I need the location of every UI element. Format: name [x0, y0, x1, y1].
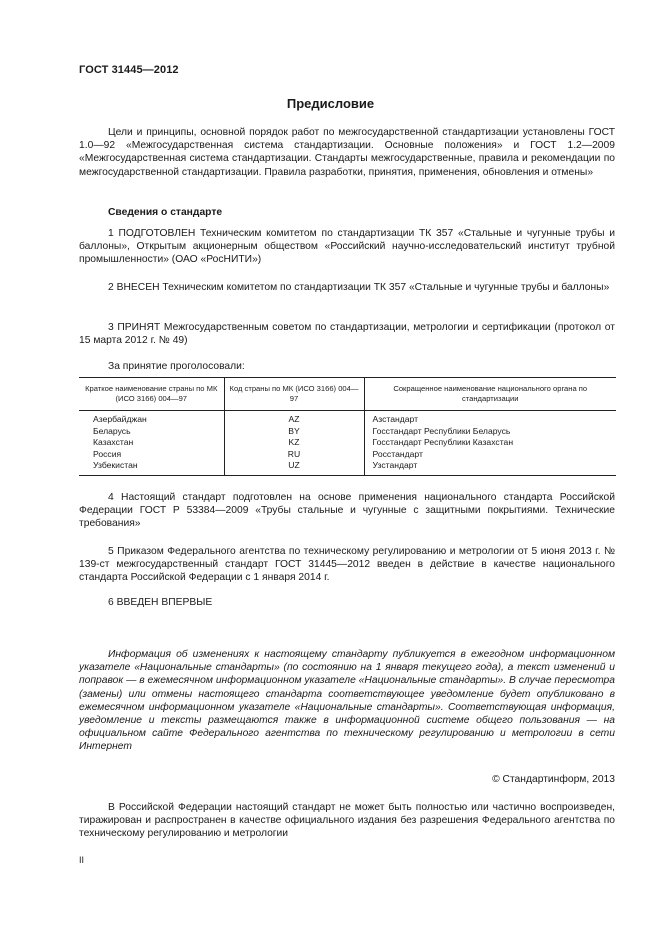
code-cell: RU	[224, 449, 364, 461]
item-3-paragraph: 3 ПРИНЯТ Межгосударственным советом по стандартизации, метрологии и сертификации (протокол от 15 марта 2012 г. № 49)	[79, 322, 615, 347]
country-cell: Узбекистан	[79, 460, 224, 475]
item-5-paragraph: 5 Приказом Федерального агентства по техническому регулированию и метрологии от 5 июня 2013 г. № 139-ст межгосударственный стандарт ГОСТ 31445—2012 введен в действие в качестве национального стандарта Российской Федерации с 1 января 2014 г.	[79, 546, 615, 584]
document-id: ГОСТ 31445—2012	[79, 64, 179, 76]
column-header-country: Краткое наименование страны по МК (ИСО 3166) 004—97	[79, 378, 224, 411]
body-cell: Госстандарт Республики Казахстан	[364, 437, 616, 449]
body-cell: Госстандарт Республики Беларусь	[364, 426, 616, 438]
table-row	[79, 449, 616, 461]
body-cell: Росстандарт	[364, 449, 616, 461]
item-6-paragraph: 6 ВВЕДЕН ВПЕРВЫЕ	[108, 597, 213, 608]
body-cell: Узстандарт	[364, 460, 616, 475]
table-row	[79, 460, 616, 475]
intro-paragraph: Цели и принципы, основной порядок работ по межгосударственной стандартизации установлены ГОСТ 1.0—92 «Межгосударственная система стандартизации. Основные положения» и ГОСТ 1.2—2009 «Межгосударственная система стандартизации. Стандарты межгосударственные, правила и рекомендации по межгосударственной стандартизации. Правила разработки, принятия, применения, обновления и отмены»	[79, 127, 615, 178]
column-header-body: Сокращенное наименование национального органа по стандартизации	[364, 378, 616, 411]
subheading: Сведения о стандарте	[108, 207, 223, 218]
table-header-row	[79, 378, 616, 411]
country-cell: Беларусь	[93, 425, 131, 436]
country-cell: Россия	[93, 448, 122, 459]
table-row	[79, 426, 616, 438]
table-row	[79, 411, 616, 426]
country-cell: Азербайджан	[93, 414, 147, 424]
item-4-paragraph: 4 Настоящий стандарт подготовлен на основе применения национального стандарта Российской Федерации ГОСТ Р 53384—2009 «Трубы стальные и чугунные с защитными покрытиями. Технические требования»	[79, 492, 615, 530]
voting-table	[79, 377, 616, 476]
code-cell: BY	[224, 426, 364, 438]
changes-info-paragraph: Информация об изменениях к настоящему стандарту публикуется в ежегодном информационном указателе «Национальные стандарты» (по состоянию на 1 января текущего года), а текст изменений и поправок — в ежемесячном информационном указателе «Национальные стандарты». В случае пересмотра (замены) или отмены настоящего стандарта соответствующее уведомление будет опубликовано в ежемесячном информационном указателе «Национальные стандарты». Соответствующая информация, уведомление и тексты размещаются также в информационной системе общего пользования — на официальном сайте Федерального агентства по техническому регулированию и метрологии в сети Интернет	[79, 649, 615, 753]
rights-paragraph: В Российской Федерации настоящий стандарт не может быть полностью или частично воспроизведен, тиражирован и распространен в качестве официального издания без разрешения Федерального агентства по техническому регулированию и метрологии	[79, 802, 615, 840]
code-cell: KZ	[224, 437, 364, 449]
column-header-code: Код страны по МК (ИСО 3166) 004—97	[224, 378, 364, 411]
body-cell: Азстандарт	[364, 411, 616, 426]
item-2-paragraph: 2 ВНЕСЕН Техническим комитетом по стандартизации ТК 357 «Стальные и чугунные трубы и баллоны»	[108, 282, 610, 293]
code-cell: AZ	[224, 411, 364, 426]
page-number: II	[79, 855, 85, 865]
voted-label: За принятие проголосовали:	[108, 361, 245, 372]
copyright-notice: © Стандартинформ, 2013	[492, 774, 615, 785]
table-row	[79, 437, 616, 449]
section-title: Предисловие	[286, 96, 375, 111]
country-cell: Казахстан	[93, 437, 134, 448]
code-cell: UZ	[224, 460, 364, 475]
item-1-paragraph: 1 ПОДГОТОВЛЕН Техническим комитетом по стандартизации ТК 357 «Стальные и чугунные трубы и баллоны», Открытым акционерным обществом «Российский научно-исследовательский институт трубной промышленности» (ОАО «РосНИТИ»)	[79, 228, 615, 266]
